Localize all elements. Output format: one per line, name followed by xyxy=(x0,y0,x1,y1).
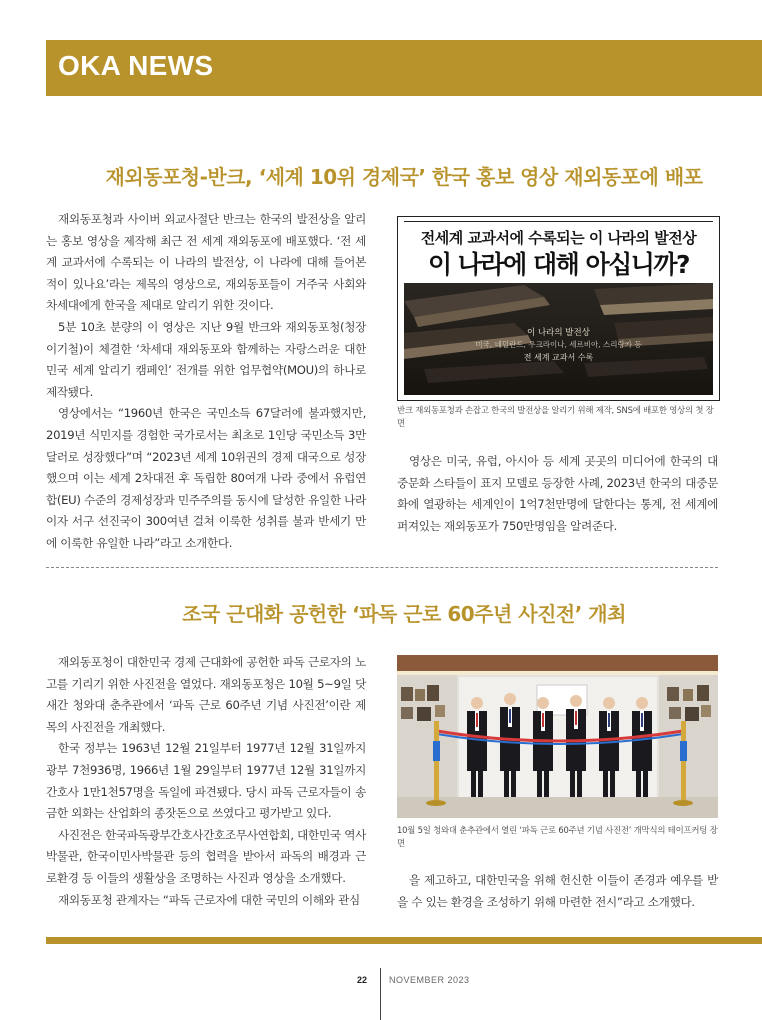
books-photo xyxy=(404,283,713,395)
article1-right-column xyxy=(397,451,718,537)
article2-paragraph: 사진전은 한국파독광부간호사간호조무사연합회, 대한민국 역사박물관, 한국이민사박물관 등의 협력을 받아서 파독의 배경과 근로환경 등 이들의 생활상을 조명하는 사진과 영상을 소개했다. xyxy=(46,827,366,885)
article1-paragraph: 5분 10초 분량의 이 영상은 지난 9월 반크와 재외동포청(청장 이기철)이 체결한 ‘차세대 재외동포와 함께하는 자랑스러운 대한민국 세계 알리기 캠페인’ 전개를 위한 업무협약(MOU)의 하나로 제작됐다. xyxy=(46,319,366,399)
article2-paragraph: 재외동포청 관계자는 “파독 근로자에 대한 국민의 이해와 관심 xyxy=(58,892,360,907)
article2-paragraph: 재외동포청이 대한민국 경제 근대화에 공헌한 파독 근로자의 노고를 기리기 위한 사진전을 열었다. 재외동포청은 10월 5~9일 닷새간 청와대 춘추관에서 ‘파독 근로 60주년 기념 사진전’이란 제목의 사진전을 개최했다. xyxy=(46,655,366,734)
article1-paragraph: 영상에서는 “1960년 한국은 국민소득 67달러에 불과했지만, 2019년 식민지를 경험한 국가로서는 최초로 1인당 국민소득 3만 달러로 성장했다”며 “2023년 세계 10위권의 경제 대국으로 성장했으며 이는 세계 2차대전 후 독립한 80여개 나라 중에서 유럽연합(EU) 수준의 경제성장과 민주주의를 동시에 달성한 유일한 나라이자 서구 선진국이 300여년 걸쳐 이룩한 성취를 불과 반세기 만에 이룩한 유일한 나라”라고 소개한다. xyxy=(46,406,366,550)
article2-headline: 조국 근대화 공헌한 ‘파독 근로 60주년 사진전’ 개최 xyxy=(182,602,626,626)
thumbnail-big-line: 이 나라에 대해 아십니까? xyxy=(427,250,690,279)
thumbnail-overlay-2: 미국, 네덜란드, 우크라이나, 세르비아, 스리랑카 등 xyxy=(475,340,642,349)
thumbnail-overlay-3: 전 세계 교과서 수록 xyxy=(523,353,594,362)
article1-headline: 재외동포청-반크, ‘세계 10위 경제국’ 한국 홍보 영상 재외동포에 배포 xyxy=(105,165,703,189)
article1-paragraph: 재외동포청과 사이버 외교사절단 반크는 한국의 발전상을 알리는 홍보 영상을 제작해 최근 전 세계 재외동포에 배포했다. ‘전 세계 교과서에 수록되는 이 나라의 발전상, 이 나라에 대해 들어본 적이 있나요’라는 제목의 영상으로, 재외동포들이 거주국 사회와 차세대에게 한국을 제대로 알리기 위한 것이다. xyxy=(46,212,366,313)
article1-caption: 반크 재외동포청과 손잡고 한국의 발전상을 알리기 위해 제작, SNS에 배포한 영상의 첫 장면 xyxy=(397,405,714,428)
footer-rule xyxy=(46,937,762,944)
thumbnail-overlay-1: 이 나라의 발전상 xyxy=(527,328,590,338)
article2-paragraph: 을 제고하고, 대한민국을 위해 헌신한 이들이 존경과 예우를 받을 수 있는 환경을 조성하기 위해 마련한 전시”라고 소개했다. xyxy=(397,873,718,909)
thumbnail-top-line: 전세계 교과서에 수록되는 이 나라의 발전상 xyxy=(420,229,697,247)
article1-left-column xyxy=(46,209,366,555)
ribbon-cutting-photo xyxy=(397,655,718,818)
article1-paragraph: 영상은 미국, 유럽, 아시아 등 세계 곳곳의 미디어에 한국의 대중문화 스타들이 표지 모델로 등장한 사례, 2023년 한국의 대중문화에 열광하는 세계인이 1억7천만명에 달한다는 통계, 전 세계에 퍼져있는 재외동포가 750만명임을 알려준다. xyxy=(397,454,718,533)
issue-label: NOVEMBER 2023 xyxy=(389,975,470,985)
article2-left-column xyxy=(46,652,366,911)
footer-divider xyxy=(380,968,381,1020)
page-number: 22 xyxy=(357,975,368,985)
article2-right-column xyxy=(397,870,718,913)
section-divider xyxy=(46,567,718,568)
video-thumbnail-image xyxy=(397,216,720,401)
article2-paragraph: 한국 정부는 1963년 12월 21일부터 1977년 12월 31일까지 광부 7천936명, 1966년 1월 29일부터 1977년 12월 31일까지 간호사 1만1천57명을 독일에 파견됐다. 당시 파독 근로자들이 송금한 외화는 산업화의 종잣돈으로 쓰였다고 평가받고 있다. xyxy=(46,741,366,821)
article2-caption: 10월 5일 청와대 춘추관에서 열린 ‘파독 근로 60주년 기념 사진전’ 개막식의 테이프커팅 장면 xyxy=(397,825,718,848)
section-title: OKA NEWS xyxy=(58,50,214,81)
section-banner xyxy=(46,40,762,96)
